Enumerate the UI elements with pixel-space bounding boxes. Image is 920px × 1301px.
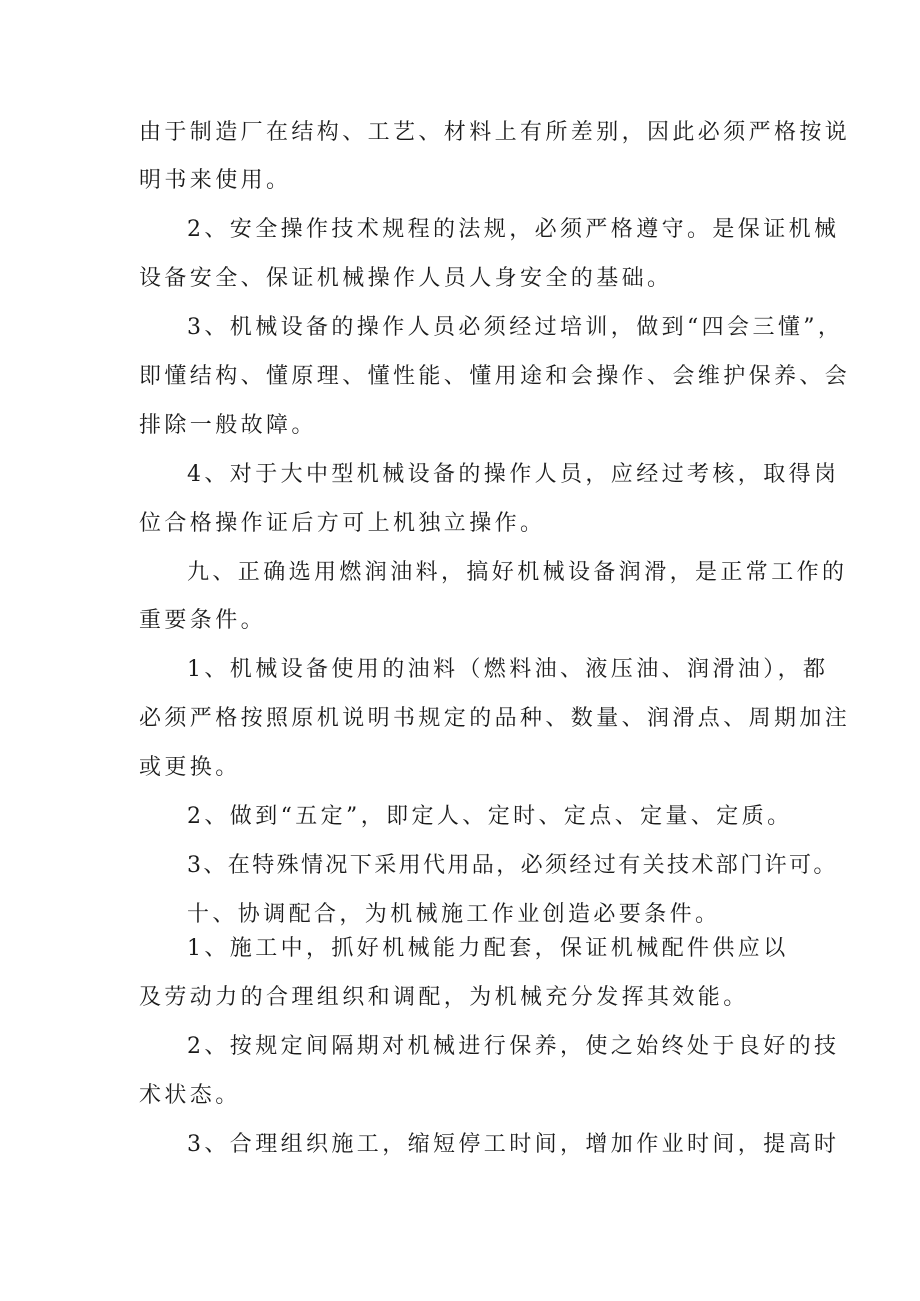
text-line: 位合格操作证后方可上机独立操作。 xyxy=(139,511,546,536)
text-line: 排除一般故障。 xyxy=(139,413,317,438)
text-line: 由于制造厂在结构、工艺、材料上有所差别，因此必须严格按说 xyxy=(139,120,851,145)
text-line: 重要条件。 xyxy=(139,608,267,633)
text-line: 明书来使用。 xyxy=(139,168,292,193)
text-line: 十、协调配合，为机械施工作业创造必要条件。 xyxy=(187,902,721,927)
text-line: 术状态。 xyxy=(139,1083,241,1108)
text-line: 2、安全操作技术规程的法规，必须严格遵守。是保证机械 xyxy=(187,217,840,242)
text-line: 及劳动力的合理组织和调配，为机械充分发挥其效能。 xyxy=(139,985,749,1010)
text-line: 必须严格按照原机说明书规定的品种、数量、润滑点、周期加注 xyxy=(139,706,851,731)
text-line: 2、按规定间隔期对机械进行保养，使之始终处于良好的技 xyxy=(187,1034,840,1059)
text-line: 3、机械设备的操作人员必须经过培训，做到“四会三懂”， xyxy=(187,315,844,340)
text-line: 1、机械设备使用的油料（燃料油、液压油、润滑油），都 xyxy=(187,657,829,682)
text-line: 3、在特殊情况下采用代用品，必须经过有关技术部门许可。 xyxy=(187,853,838,878)
text-line: 或更换。 xyxy=(139,755,241,780)
text-line: 设备安全、保证机械操作人员人身安全的基础。 xyxy=(139,266,673,291)
text-line: 2、做到“五定”，即定人、定时、定点、定量、定质。 xyxy=(187,804,793,829)
text-line: 九、正确选用燃润油料，搞好机械设备润滑，是正常工作的 xyxy=(187,560,848,585)
text-line: 4、对于大中型机械设备的操作人员，应经过考核，取得岗 xyxy=(187,462,840,487)
text-line: 3、合理组织施工，缩短停工时间，增加作业时间，提高时 xyxy=(187,1132,840,1157)
text-line: 即懂结构、懂原理、懂性能、懂用途和会操作、会维护保养、会 xyxy=(139,364,851,389)
text-line: 1、施工中，抓好机械能力配套，保证机械配件供应以 xyxy=(187,936,789,961)
